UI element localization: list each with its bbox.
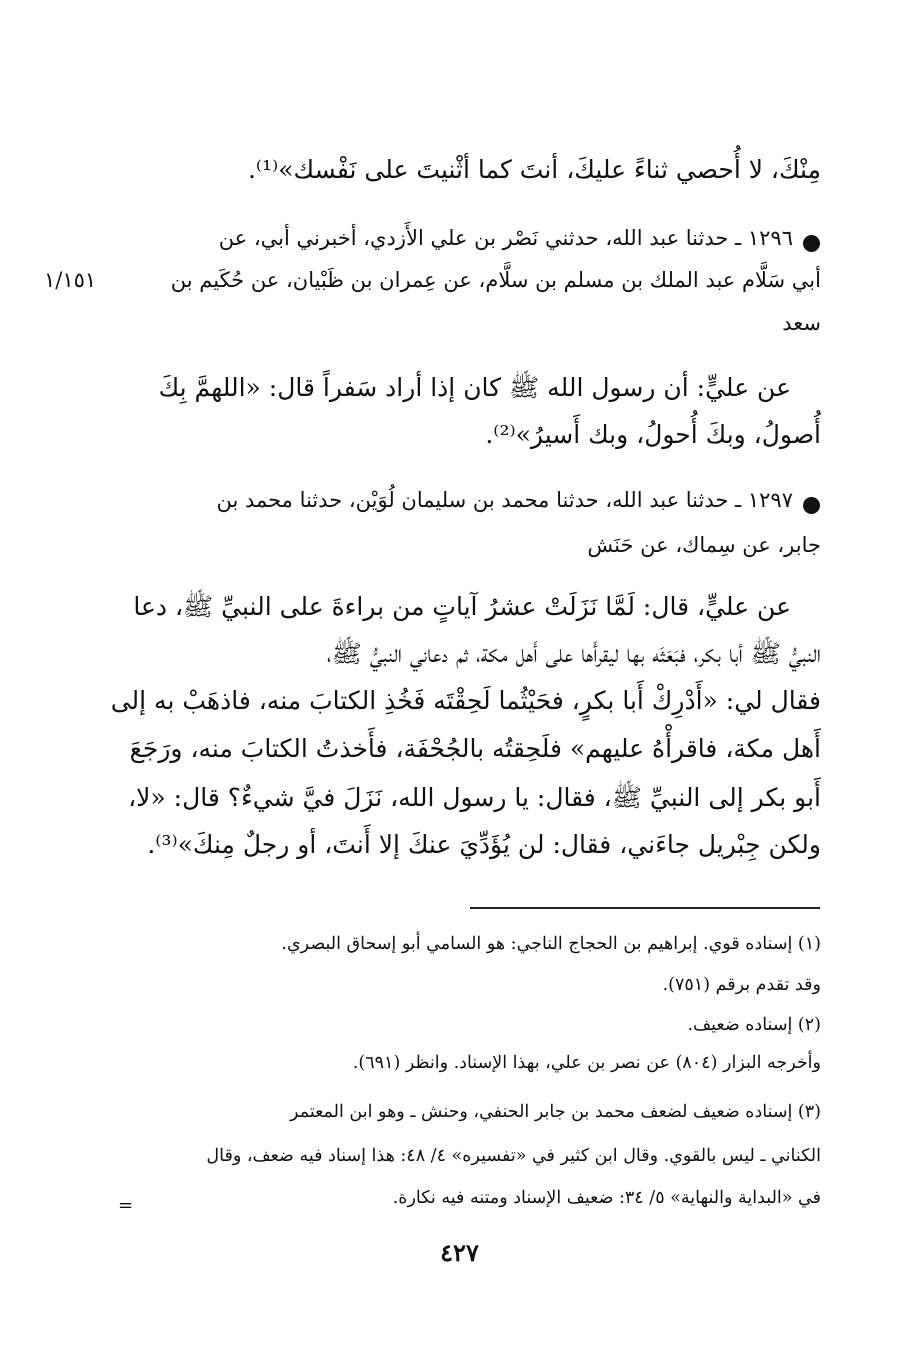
- hadith-bullet-icon: [803, 235, 820, 252]
- footnote-line: (١) إسناده قوي. إبراهيم بن الحجاج الناجي: هو السامي أبو إسحاق البصري.: [281, 934, 821, 954]
- margin-reference: ١/١٥١: [44, 268, 97, 292]
- matn-line: أَبو بكر إلى النبيِّ ﷺ، فقال: يا رسول الله، نَزَلَ فيَّ شيءٌ؟ قال: «لا،: [128, 783, 821, 812]
- matn-line: فقال لي: «أَدْرِكْ أَبا بكرٍ، فحَيْثُما لَحِقْتَه فَخُذِ الكتابَ منه، فاذهَبْ به إلى: [110, 686, 821, 715]
- footnote-separator: [470, 907, 820, 909]
- isnad-line: جابر، عن سِماك، عن حَنَش: [587, 533, 821, 557]
- hadith-bullet-icon: [803, 497, 820, 514]
- matn-line: أُصولُ، وبكَ أُحولُ، وبك أَسيرُ»⁽²⁾.: [485, 420, 821, 449]
- text-line: مِنْكَ، لا أُحصي ثناءً عليكَ، أنتَ كما أثْنيتَ على نَفْسك»⁽¹⁾.: [247, 155, 821, 184]
- matn-line: أَهل مكة، فاقرأْهُ عليهم» فلَحِقتُه بالجُحْفَة، فأَخذتُ الكتابَ منه، ورَجَعَ: [129, 734, 821, 763]
- matn-line: عن عليٍّ: أن رسول الله ﷺ كان إذا أراد سَفراً قال: «اللهمَّ بِكَ: [158, 373, 791, 402]
- footnote-line: وأخرجه البزار (٨٠٤) عن نصر بن علي، بهذا الإسناد. وانظر (٦٩١).: [352, 1053, 821, 1073]
- page-number: ٤٢٧: [440, 1238, 479, 1267]
- footnote-line: في «البداية والنهاية» ٥/ ٣٤: ضعيف الإسناد ومتنه فيه نكارة.: [392, 1188, 821, 1208]
- matn-line: ولكن جِبْريل جاءَني، فقال: لن يُؤَدِّيَ عنكَ إلا أَنتَ، أو رجلٌ مِنكَ»⁽³⁾.: [147, 830, 821, 859]
- footnote-line: (٢) إسناده ضعيف.: [687, 1015, 821, 1035]
- footnote-line: (٣) إسناده ضعيف لضعف محمد بن جابر الحنفي، وحنش ـ وهو ابن المعتمر: [290, 1102, 821, 1122]
- matn-line: النبيُّ ﷺ أبا بكر، فبَعَثَه بها ليقرأَها على أَهل مكة، ثم دعاني النبيُّ ﷺ،: [326, 639, 821, 668]
- isnad-line: سعد: [782, 311, 821, 335]
- footnote-line: وقد تقدم برقم (٧٥١).: [662, 975, 821, 995]
- isnad-line: ١٢٩٧ ـ حدثنا عبد الله، حدثنا محمد بن سليمان لُوَيْن، حدثنا محمد بن: [216, 488, 793, 512]
- matn-line: عن عليٍّ، قال: لَمَّا نَزَلَتْ عشرُ آياتٍ من براءةَ على النبيِّ ﷺ، دعا: [133, 592, 791, 621]
- isnad-line: ١٢٩٦ ـ حدثنا عبد الله، حدثني نَصْر بن علي الأَزدي، أخبرني أبي، عن: [218, 226, 793, 250]
- continuation-mark: =: [118, 1195, 134, 1216]
- isnad-line: أبي سَلَّام عبد الملك بن مسلم بن سلَّام، عن عِمران بن ظَبْيان، عن حُكَيم بن: [170, 268, 821, 292]
- footnote-line: الكناني ـ ليس بالقوي. وقال ابن كثير في «تفسيره» ٤/ ٤٨: هذا إسناد فيه ضعف، وقال: [206, 1146, 821, 1166]
